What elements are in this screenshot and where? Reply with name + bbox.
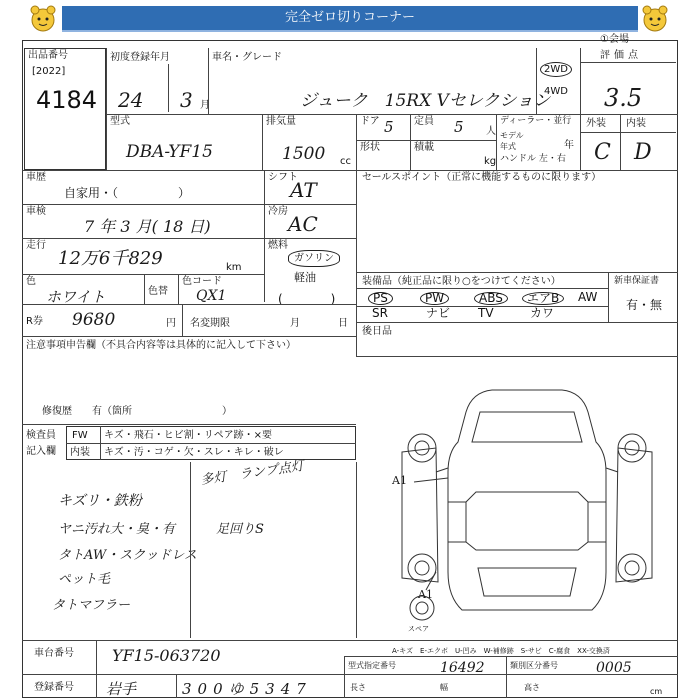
equip-pw: PW [420,292,449,305]
note-suspension: 足回りS [216,522,264,537]
model-label: 型式 [110,116,130,127]
name-change-label: 名変期限 [190,318,230,329]
height-label: 高さ [524,683,540,692]
fw-items: キズ・飛石・ヒビ割・リペア跡・×要 [104,430,272,441]
model-year-label: モデル年式 [500,131,524,151]
shift-value: AT [290,178,317,202]
spare-label: スペア [408,625,429,633]
note-stain: ヤニ汚れ大・臭・有 [58,522,176,537]
chassis-label: 車台番号 [34,648,74,659]
notes-label: 注意事項申告欄（不具合内容等は具体的に記入して下さい） [26,340,296,351]
equip-sr: SR [372,306,388,320]
warranty-label: 新車保証書 [614,276,660,286]
car-name: ジューク 15RX Vセレクション [300,91,551,111]
inspection-label: 車検 [26,206,46,217]
fuel-diesel: 軽油 [294,271,316,284]
score-label: 評価点 [600,50,642,61]
length-label: 長さ [350,683,366,692]
width-label: 幅 [440,683,448,692]
name-change-day: 日 [338,318,348,329]
note-aw: タトAW・スクッドレス [58,548,197,563]
first-reg-year: 24 [118,88,144,112]
interior-grade: D [634,140,652,165]
sales-points-label: セールスポイント（正常に機能するものに限ります） [362,172,602,183]
mileage-label: 走行 [26,240,46,251]
category-label: 類別区分番号 [510,661,558,670]
exterior-label: 外装 [586,118,606,129]
fuel-paren: ( ) [278,292,336,306]
page-banner: 完全ゼロ切りコーナー [62,6,638,32]
fuel-label: 燃料 [268,240,288,251]
recycle-unit: 円 [166,318,176,329]
year-tag: [2022] [32,66,66,77]
year-unit: 年 [564,140,574,151]
drive-4wd: 4WD [544,86,568,97]
category-value: 0005 [596,660,632,676]
color-code: QX1 [196,288,227,304]
recorder-label: 記入欄 [26,446,56,457]
repair-label: 修復歴 有（箇所 ） [42,406,232,417]
car-name-label: 車名・グレード [212,52,282,63]
warranty-value: 有・無 [626,298,663,312]
capacity-unit: 人 [486,126,496,137]
color-code-label: 色コード [182,276,222,287]
lot-label: 出品番号 [28,50,68,61]
interior-items: キズ・汚・コゲ・欠・スレ・キレ・破レ [104,447,284,458]
equip-abs: ABS [474,292,508,305]
recycle-label: R券 [26,316,43,327]
note-lamp: 多灯 ランプ点灯 [199,458,305,489]
registration-label: 登録番号 [34,682,74,693]
equip-ps: PS [368,292,393,305]
damage-mark-a1-rear: A1 [418,588,433,601]
handle-label: ハンドル 左・右 [500,154,566,164]
note-muffler: タトマフラー [52,598,131,613]
displacement-value: 1500 [282,144,326,164]
load-label: 積載 [414,142,434,153]
registration-number: 300ゆ5347 [182,680,312,698]
venue-label: ①会場 [600,34,629,45]
cm-unit: cm [650,687,663,696]
color-label: 色 [26,276,36,287]
model-value: DBA-YF15 [126,142,213,162]
capacity-value: 5 [454,118,464,136]
inspection-value: 7 年 3 月( 18 日) [84,217,211,236]
mascot-right-icon [640,4,670,32]
first-reg-month: 3 [180,88,193,112]
usage-value: 自家用・（ ） [64,186,191,200]
drive-2wd: 2WD [540,62,572,77]
displacement-label: 排気量 [266,116,296,127]
note-pet: ペット毛 [58,572,111,587]
exterior-grade: C [594,140,611,165]
equip-leather: カワ [530,306,555,320]
damage-legend: A-キズ E-エクボ U-凹み W-補修跡 S-サビ C-腐食 XX-交換済 [392,647,610,655]
lot-number: 4184 [36,86,98,114]
model-spec-value: 16492 [440,660,485,676]
mascot-left-icon [28,4,58,32]
color-change-label: 色替 [148,286,168,297]
interior-row-label: 内装 [70,447,90,458]
doors-label: ドア [360,116,380,127]
capacity-label: 定員 [414,116,434,127]
fuel-gasoline: ガソリン [288,250,340,267]
fw-label: FW [72,430,88,441]
recycle-value: 9680 [72,310,116,330]
equipment-label: 装備品（純正品に限り○をつけてください） [362,276,561,287]
name-change-month: 月 [290,318,300,329]
rear-seat-label: 後日品 [362,326,392,337]
cc-unit: cc [340,156,351,167]
equip-airbag: エアB [522,292,564,305]
inspector-label: 検査員 [26,430,56,441]
interior-label: 内装 [626,118,646,129]
score-value: 3.5 [604,84,643,112]
equip-navi: ナビ [426,306,451,320]
aircon-value: AC [288,212,318,236]
month-unit: 月 [200,100,210,111]
doors-value: 5 [384,118,394,136]
registration-area: 岩手 [106,680,137,698]
equip-tv: TV [478,306,494,320]
mileage-value: 12万6千829 [58,248,163,269]
first-reg-label: 初度登録年月 [110,52,170,63]
aircon-label: 冷房 [268,206,288,217]
color-value: ホワイト [46,288,106,306]
chassis-number: YF15-063720 [112,646,221,665]
shape-label: 形状 [360,142,380,153]
model-spec-label: 型式指定番号 [348,661,396,670]
equip-aw: AW [578,290,598,304]
mileage-unit: km [226,262,242,273]
note-scratch: キズリ・鉄粉 [58,493,142,509]
dealer-label: ディーラー・並行 [500,116,572,126]
damage-mark-a1-side: A1 [392,474,407,487]
kg-unit: kg [484,156,497,167]
shift-label: シフト [268,172,298,183]
usage-label: 車歴 [26,172,46,183]
